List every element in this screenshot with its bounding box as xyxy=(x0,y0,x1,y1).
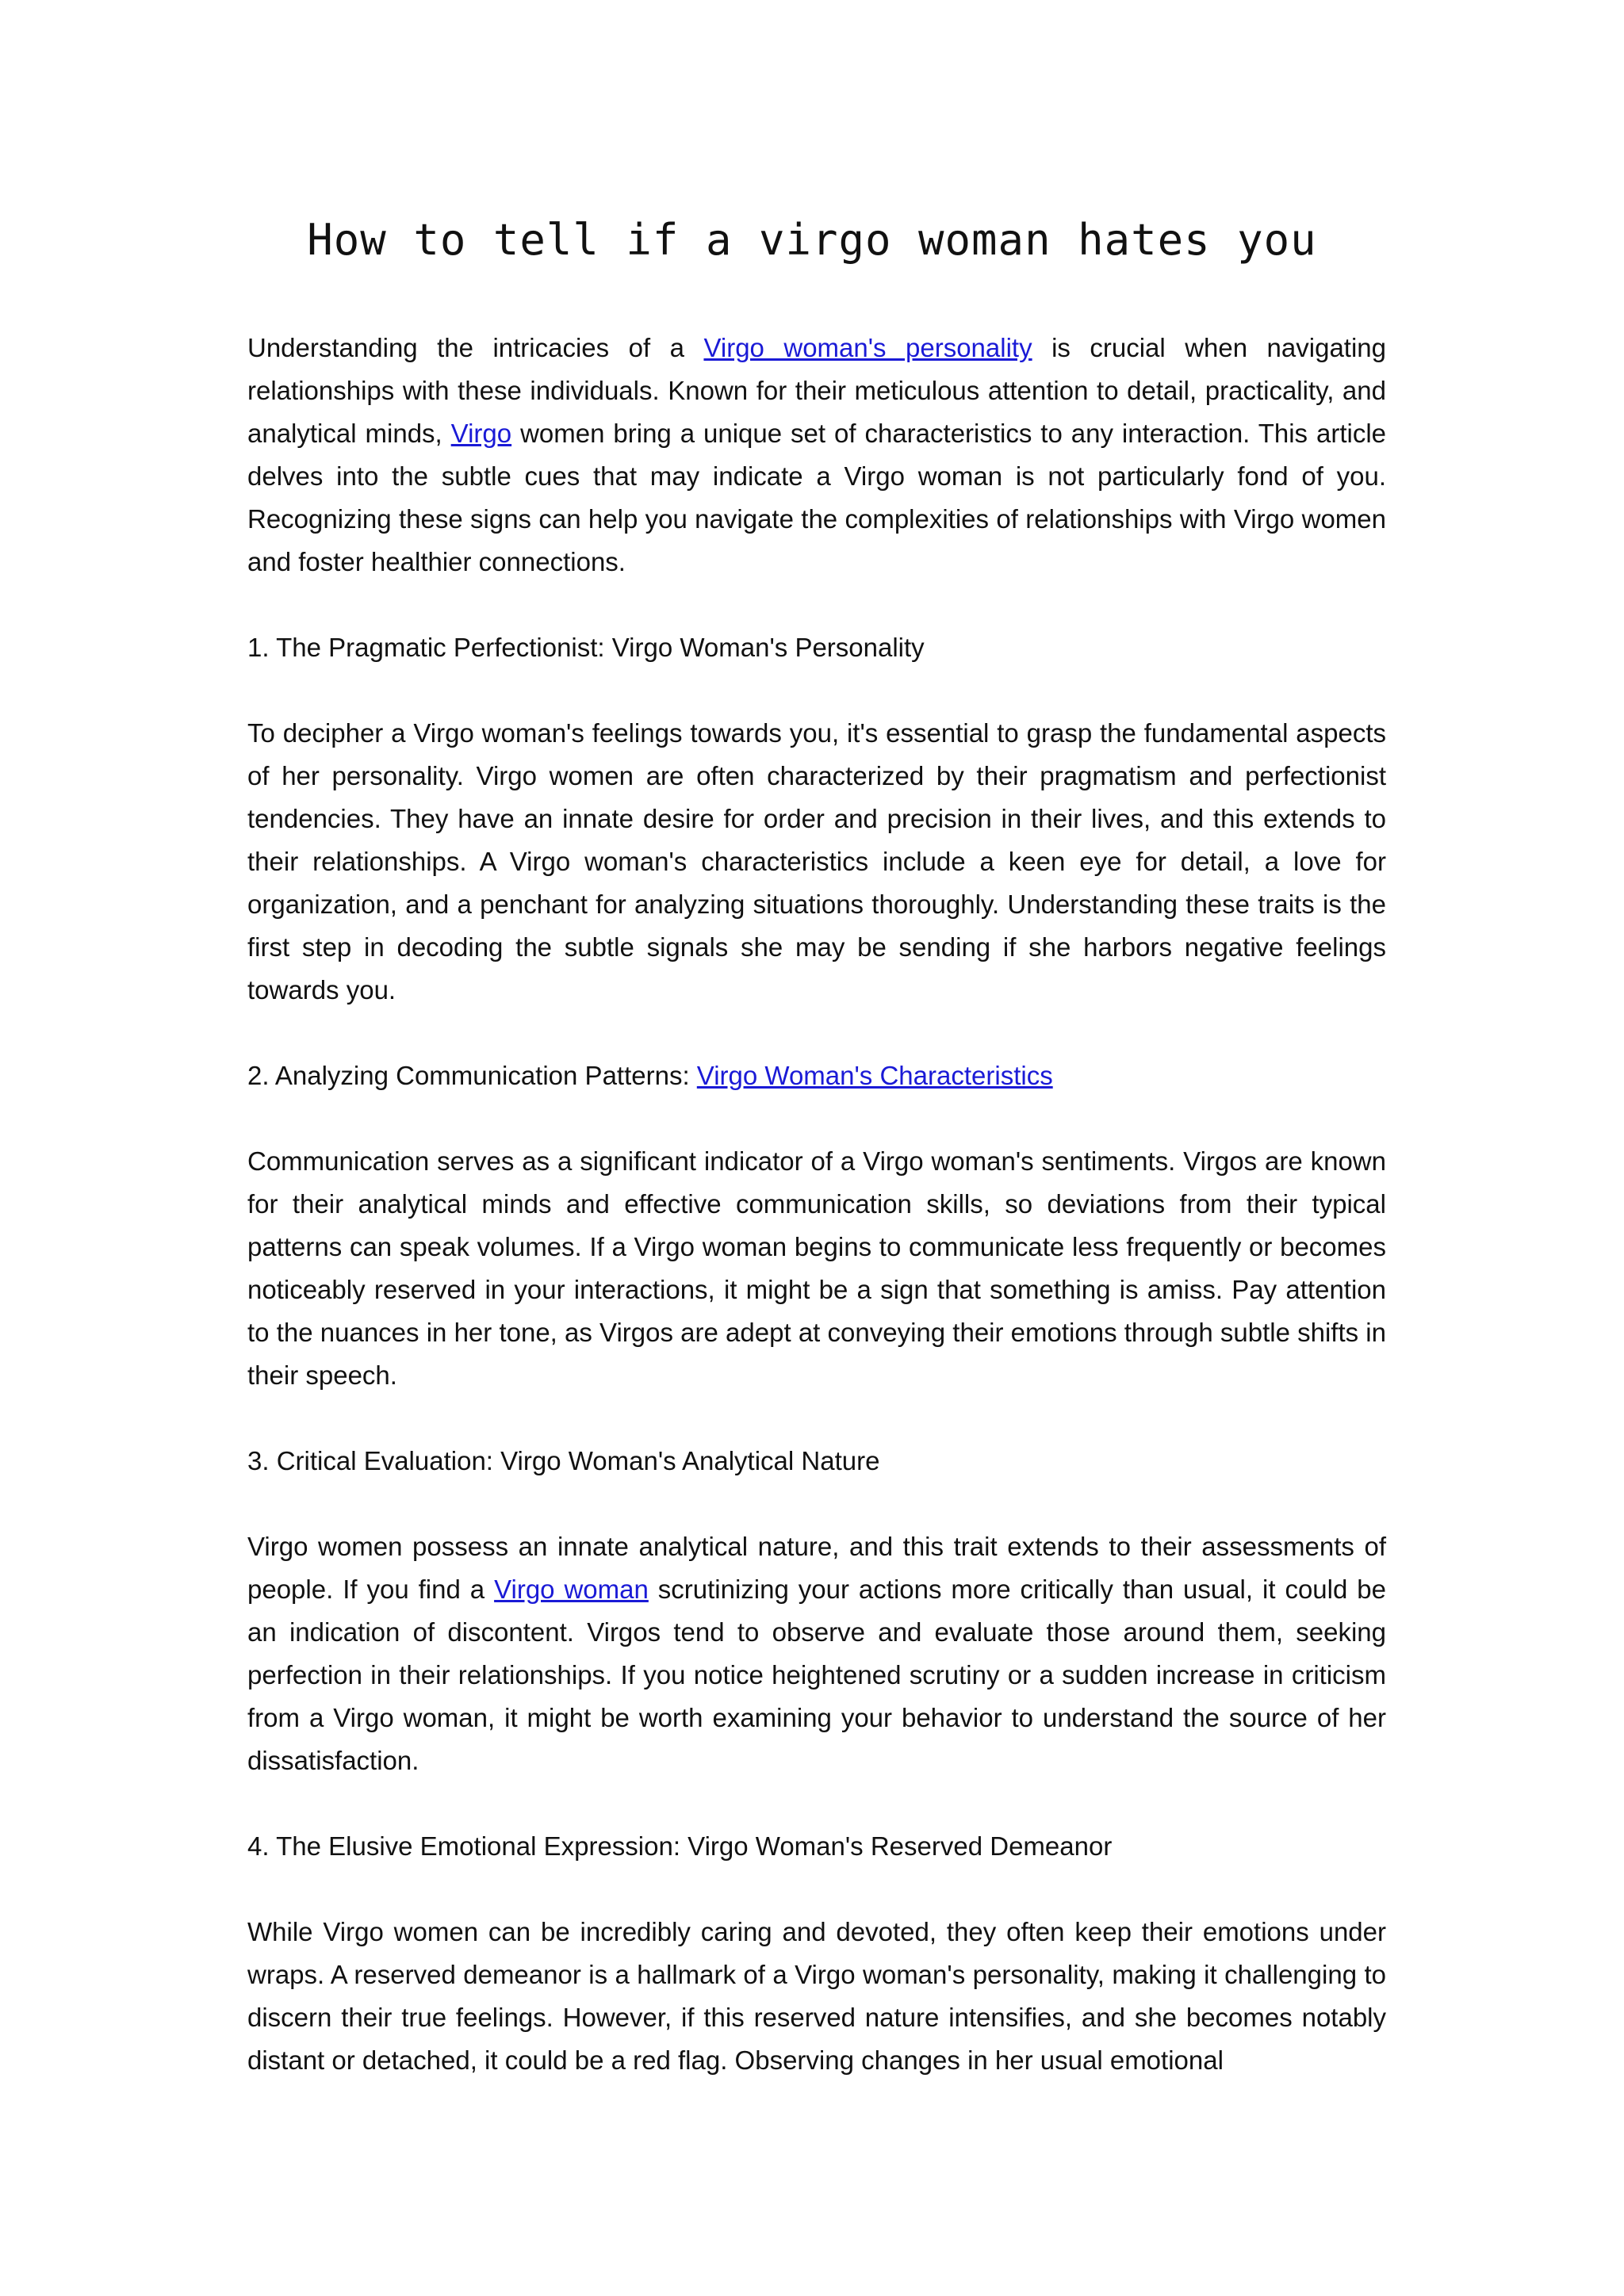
intro-paragraph xyxy=(247,327,1386,584)
virgo-link[interactable]: Virgo xyxy=(450,419,512,448)
section-4-body: While Virgo women can be incredibly caring and devoted, they often keep their emotions under wraps. A reserved demeanor is a hallmark of a Virgo woman's personality, making it challenging to discern their true feelings. However, if this reserved nature intensifies, and she becomes notably distant or detached, it could be a red flag. Observing changes in her usual emotional xyxy=(247,1917,1386,2075)
section-3-body xyxy=(247,1525,1386,1782)
section-2-heading xyxy=(247,1054,1386,1097)
intro-text-2: is crucial when navigating relationships with these individuals. Known for their meticulous attention to detail, practicality, and analytical minds, xyxy=(247,333,1387,448)
section-4-heading: 4. The Elusive Emotional Expression: Virgo Woman's Reserved Demeanor xyxy=(247,1831,1113,1861)
section-1-heading: 1. The Pragmatic Perfectionist: Virgo Woman's Personality xyxy=(247,633,925,662)
section-3-text-1: Virgo women possess an innate analytical nature, and this trait extends to their assessments of people. If you find a xyxy=(247,1532,1386,1604)
section-3-text-2: scrutinizing your actions more critically than usual, it could be an indication of discontent. Virgos tend to observe and evaluate those around them, seeking perfection in their relationships. If you notice heightened scrutiny or a sudden increase in criticism from a Virgo woman, it might be worth examining your behavior to understand the source of her dissatisfaction. xyxy=(247,1575,1386,1775)
section-1-body: To decipher a Virgo woman's feelings towards you, it's essential to grasp the fundamental aspects of her personality. Virgo women are often characterized by their pragmatism and perfectionist tendencies. They have an innate desire for order and precision in their lives, and this extends to their relationships. A Virgo woman's characteristics include a keen eye for detail, a love for organization, and a penchant for analyzing situations thoroughly. Understanding these traits is the first step in decoding the subtle signals she may be sending if she harbors negative feelings towards you. xyxy=(247,718,1386,1004)
virgo-woman-link[interactable]: Virgo woman xyxy=(494,1575,649,1604)
section-2-heading-text: 2. Analyzing Communication Patterns: xyxy=(247,1061,697,1090)
virgo-characteristics-link[interactable]: Virgo Woman's Characteristics xyxy=(696,1061,1053,1090)
virgo-personality-link[interactable]: Virgo woman's personality xyxy=(703,333,1032,362)
intro-text-1: Understanding the intricacies of a xyxy=(247,333,704,362)
section-2-body: Communication serves as a significant indicator of a Virgo woman's sentiments. Virgos are known for their analytical minds and effective communication skills, so deviations from their typical patterns can speak volumes. If a Virgo woman begins to communicate less frequently or becomes noticeably reserved in your interactions, it might be a sign that something is amiss. Pay attention to the nuances in her tone, as Virgos are adept at conveying their emotions through subtle shifts in their speech. xyxy=(247,1146,1386,1390)
intro-text-3: women bring a unique set of characteristics to any interaction. This article delves into the subtle cues that may indicate a Virgo woman is not particularly fond of you. Recognizing these signs can help you navigate the complexities of relationships with Virgo women and foster healthier connections. xyxy=(247,419,1387,576)
section-3-heading: 3. Critical Evaluation: Virgo Woman's Analytical Nature xyxy=(247,1446,880,1475)
document-body xyxy=(247,327,1386,2125)
document-title: How to tell if a virgo woman hates you xyxy=(307,215,1317,265)
